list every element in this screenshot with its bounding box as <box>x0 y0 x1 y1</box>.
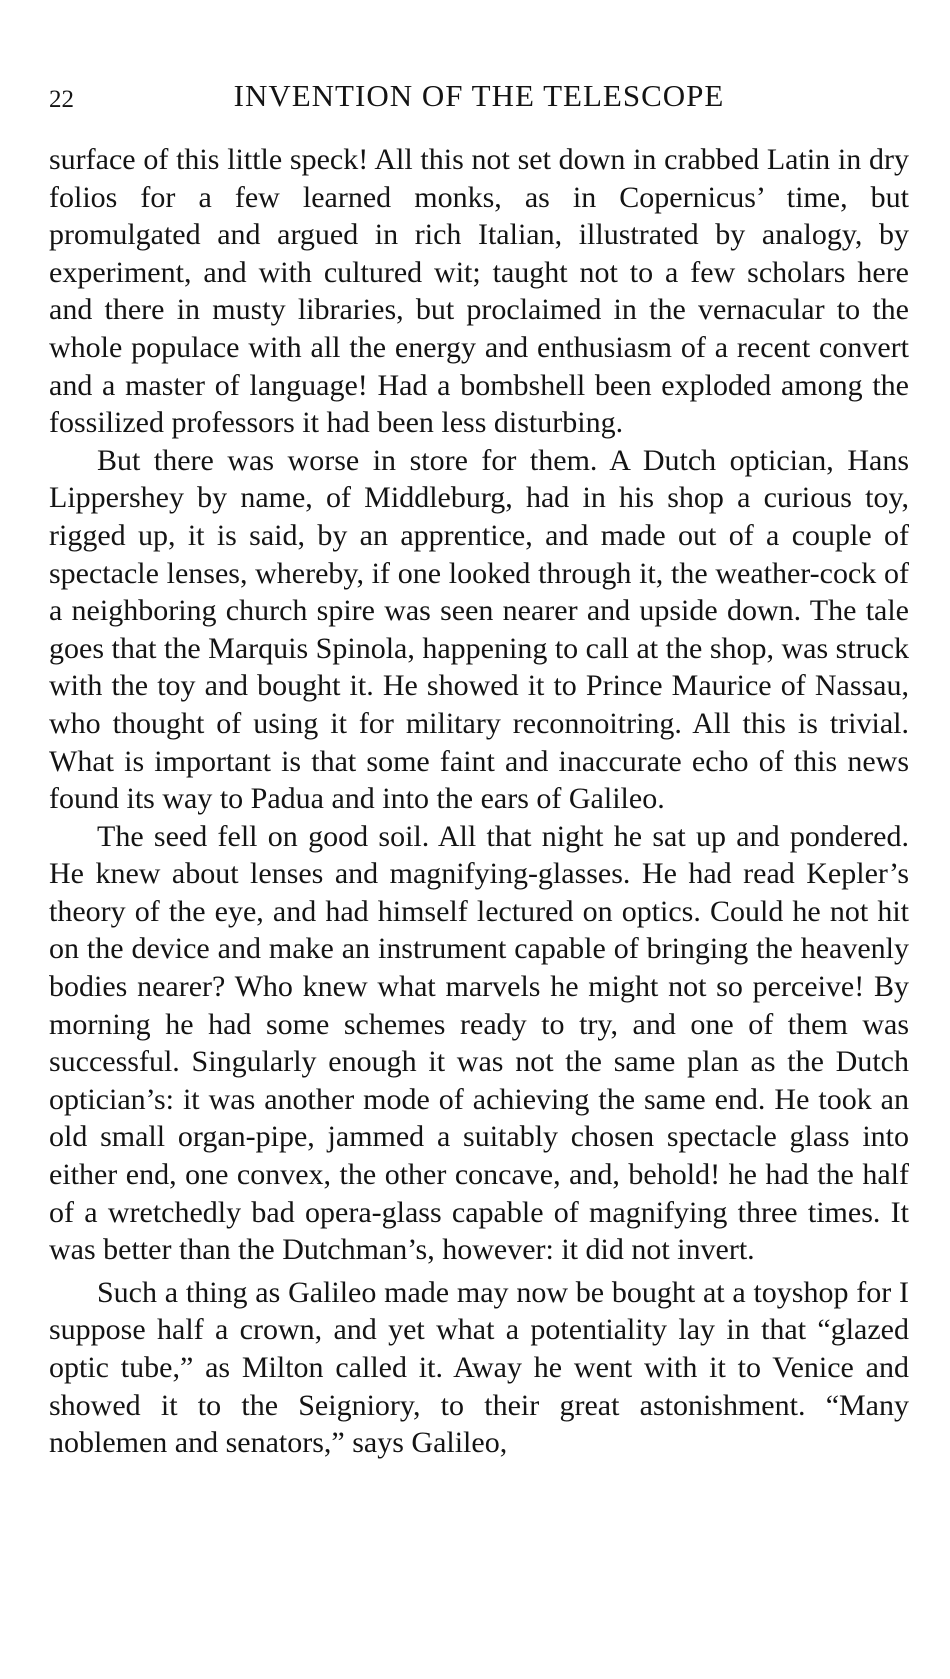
paragraph-1: surface of this little speck! All this not set down in crabbed Latin in dry folios for a few learned monks, as in Copernicus’ time, but promulgated and argued in rich Italian, illustrated by analogy, by experiment, and with cultured wit; taught not to a few scholars here and there in musty libraries, but proclaimed in the vernacular to the whole populace with all the energy and enthusiasm of a recent convert and a master of language! Had a bombshell been exploded among the fossilized professors it had been less disturbing. <box>49 143 909 440</box>
paragraph-3: The seed fell on good soil. All that night he sat up and pondered. He knew about lenses and magnifying-glasses. He had read Kepler’s theory of the eye, and had himself lectured on optics. Could he not hit on the device and make an instrument capable of bringing the heavenly bodies nearer? Who knew what marvels he might not so perceive! By morning he had some schemes ready to try, and one of them was successful. Singularly enough it was not the same plan as the Dutch optician’s: it was another mode of achieving the same end. He took an old small organ-pipe, jammed a suitably chosen spectacle glass into either end, one convex, the other concave, and, behold! he had the half of a wretchedly bad opera-glass capable of magnifying three times. It was better than the Dutchman’s, however: it did not invert. <box>49 819 909 1267</box>
page-header <box>49 76 909 116</box>
paragraph-2: But there was worse in store for them. A Dutch optician, Hans Lippershey by name, of Middleburg, had in his shop a curious toy, rigged up, it is said, by an apprentice, and made out of a couple of spectacle lenses, whereby, if one looked through it, the weather-cock of a neighboring church spire was seen nearer and upside down. The tale goes that the Marquis Spinola, happening to call at the shop, was struck with the toy and bought it. He showed it to Prince Maurice of Nassau, who thought of using it for military reconnoitring. All this is trivial. What is important is that some faint and inaccurate echo of this news found its way to Padua and into the ears of Galileo. <box>49 443 909 816</box>
running-title: INVENTION OF THE TELESCOPE <box>233 78 725 113</box>
paragraph-4: Such a thing as Galileo made may now be bought at a toyshop for I suppose half a crown, and yet what a potentiality lay in that “glazed optic tube,” as Milton called it. Away he went with it to Venice and showed it to the Seigniory, to their great astonishment. “Many noblemen and senators,” says Galileo, <box>49 1275 909 1460</box>
page-number: 22 <box>49 86 74 113</box>
body-text <box>49 141 909 1462</box>
